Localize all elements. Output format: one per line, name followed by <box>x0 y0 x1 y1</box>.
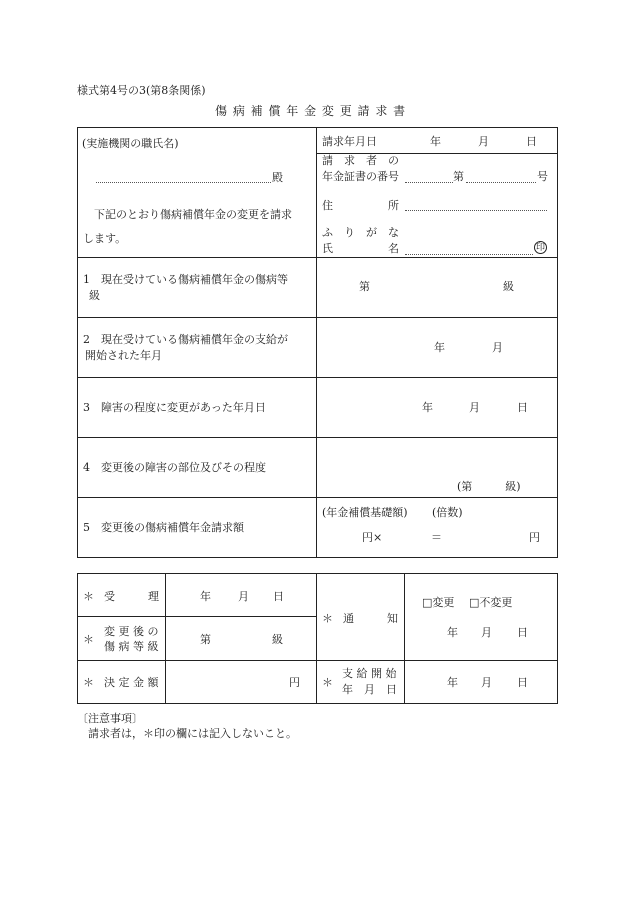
furigana-label: ふ り が な <box>322 226 399 239</box>
notify-month: 月 <box>481 626 492 639</box>
row2-year: 年 <box>434 341 445 354</box>
receipt-asterisk: ＊ <box>83 590 94 603</box>
row2-label-line1: 2 現在受けている傷病補償年金の支給が <box>83 333 288 346</box>
notes-line1: 請求者は，＊印の欄には記入しないこと。 <box>88 727 297 740</box>
row5-base-label: (年金補償基礎額) <box>322 506 408 519</box>
row3-label: 3 障害の程度に変更があった年月日 <box>83 401 266 414</box>
name-field[interactable] <box>405 254 533 255</box>
decided-amount-yen: 円 <box>289 676 300 689</box>
decided-amount-label: 決 定 金 額 <box>104 676 159 689</box>
change-checkbox[interactable]: □変更 <box>422 596 455 609</box>
row5-yen-times: 円× <box>362 531 383 544</box>
claim-date-month: 月 <box>478 135 489 148</box>
row1-label-line2: 級 <box>89 289 100 302</box>
institution-name-field[interactable] <box>96 182 271 183</box>
row5-yen: 円 <box>529 531 540 544</box>
claim-date-day: 日 <box>526 135 537 148</box>
claimant-label-line1: 請 求 者 の <box>322 154 399 167</box>
seal-icon: 印 <box>535 243 545 253</box>
cert-number-field[interactable] <box>466 182 536 183</box>
cert-go: 号 <box>537 170 548 183</box>
row2-month: 月 <box>492 341 503 354</box>
amount-asterisk: ＊ <box>83 676 94 689</box>
changed-grade-line1: 変 更 後 の <box>104 625 159 638</box>
address-field[interactable] <box>405 210 547 211</box>
start-year: 年 <box>447 676 458 689</box>
payment-start-line1: 支 給 開 始 <box>342 667 397 680</box>
row5-equals: ＝ <box>431 531 442 544</box>
payment-start-line2: 年 月 日 <box>342 683 397 696</box>
receipt-year: 年 <box>200 590 211 603</box>
page-title: 傷 病 補 償 年 金 変 更 請 求 書 <box>215 104 407 118</box>
form-number: 様式第4号の3(第8条関係) <box>77 84 206 97</box>
row4-label: 4 変更後の障害の部位及びその程度 <box>83 461 266 474</box>
row4-grade: (第 級) <box>457 480 521 493</box>
notification-label: 通 知 <box>343 612 398 625</box>
notes-heading: 〔注意事項〕 <box>77 712 143 725</box>
row2-label-line2: 開始された年月 <box>85 349 162 362</box>
address-label: 住 所 <box>322 199 399 212</box>
claim-date-label: 請求年月日 <box>322 135 377 148</box>
institution-label: (実施機関の職氏名) <box>82 137 179 150</box>
cert-dai: 第 <box>453 170 464 183</box>
claimant-label-line2: 年金証書の番号 <box>322 170 399 183</box>
changed-grade-line2: 傷 病 等 級 <box>104 640 159 653</box>
row5-mult-label: (倍数) <box>432 506 463 519</box>
row3-day: 日 <box>517 401 528 414</box>
start-month: 月 <box>481 676 492 689</box>
grade-asterisk: ＊ <box>83 633 94 646</box>
row3-year: 年 <box>422 401 433 414</box>
start-asterisk: ＊ <box>322 676 333 689</box>
changed-grade-dai: 第 <box>200 633 211 646</box>
dono-label: 殿 <box>272 171 283 184</box>
notify-year: 年 <box>447 626 458 639</box>
notify-asterisk: ＊ <box>322 612 333 625</box>
start-day: 日 <box>517 676 528 689</box>
row3-month: 月 <box>469 401 480 414</box>
notify-day: 日 <box>517 626 528 639</box>
row1-kyu: 級 <box>503 280 514 293</box>
no-change-checkbox[interactable]: □不変更 <box>469 596 513 609</box>
request-text-line1: 下記のとおり傷病補償年金の変更を請求 <box>94 208 292 221</box>
name-label: 氏 名 <box>322 242 399 255</box>
request-text-line2: します。 <box>83 232 127 245</box>
row5-label: 5 変更後の傷病補償年金請求額 <box>83 521 244 534</box>
changed-grade-kyu: 級 <box>272 633 283 646</box>
claim-date-year: 年 <box>430 135 441 148</box>
receipt-month: 月 <box>238 590 249 603</box>
receipt-label: 受 理 <box>104 590 159 603</box>
row1-dai: 第 <box>359 280 370 293</box>
row1-label-line1: 1 現在受けている傷病補償年金の傷病等 <box>83 273 288 286</box>
receipt-day: 日 <box>273 590 284 603</box>
